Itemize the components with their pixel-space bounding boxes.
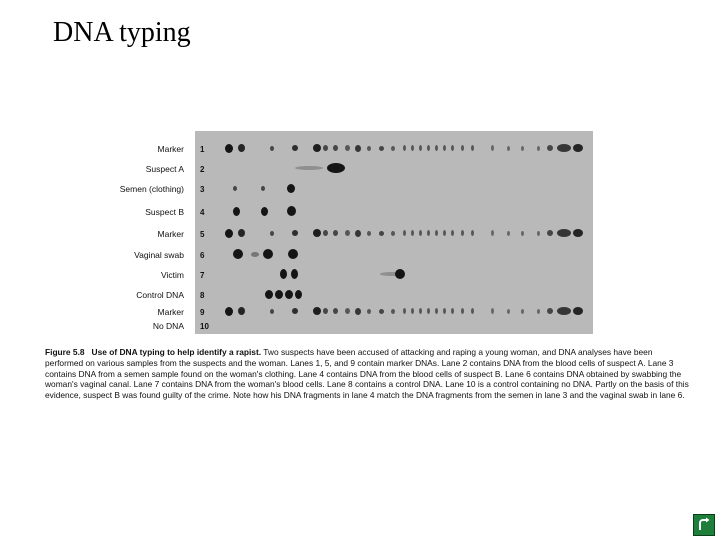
gel-band <box>238 307 245 315</box>
gel-band <box>355 230 361 237</box>
lane-label-1: Marker <box>157 144 184 154</box>
gel-band <box>391 309 395 314</box>
gel-band <box>261 186 265 191</box>
lane-number-8: 8 <box>200 291 205 300</box>
gel-band <box>507 309 510 314</box>
gel-band <box>391 146 395 151</box>
gel-band <box>471 145 474 151</box>
gel-band <box>367 146 371 151</box>
gel-band <box>451 145 454 151</box>
lane-number-6: 6 <box>200 251 205 260</box>
gel-band <box>557 144 571 152</box>
gel-band <box>391 231 395 236</box>
gel-band <box>411 230 414 236</box>
gel-band <box>411 308 414 314</box>
gel-band <box>491 230 494 236</box>
gel-band <box>471 230 474 236</box>
gel-band <box>379 146 384 151</box>
gel-band <box>507 231 510 236</box>
gel-band <box>491 145 494 151</box>
figure-title: Use of DNA typing to help identify a rapist. <box>91 347 262 357</box>
gel-band <box>537 231 540 236</box>
gel-band <box>521 146 524 151</box>
gel-band <box>521 309 524 314</box>
gel-band <box>507 146 510 151</box>
gel-band <box>379 309 384 314</box>
gel-band <box>323 230 328 236</box>
gel-band <box>355 308 361 315</box>
gel-band <box>233 186 237 191</box>
gel-band <box>547 308 553 314</box>
gel-band <box>275 290 283 299</box>
gel-band <box>427 145 430 151</box>
gel-band <box>288 249 298 259</box>
slide-title: DNA typing <box>53 17 191 48</box>
lane-label-10: No DNA <box>152 321 184 331</box>
gel-band <box>443 145 446 151</box>
gel-band <box>403 308 406 314</box>
gel-band <box>557 229 571 237</box>
gel-band <box>225 307 233 316</box>
gel-band <box>521 231 524 236</box>
gel-band <box>287 206 296 216</box>
gel-band <box>379 231 384 236</box>
lane-label-7: Victim <box>161 270 184 280</box>
lane-label-4: Suspect B <box>145 207 184 217</box>
gel-band <box>292 230 298 236</box>
gel-band <box>323 145 328 151</box>
lane-number-2: 2 <box>200 165 205 174</box>
gel-band <box>537 309 540 314</box>
gel-band <box>419 308 422 314</box>
gel-band <box>333 308 338 314</box>
gel-band <box>573 229 583 237</box>
gel-band <box>287 184 295 193</box>
gel-band <box>270 309 274 314</box>
lane-number-4: 4 <box>200 208 205 217</box>
gel-band <box>403 145 406 151</box>
gel-band <box>419 230 422 236</box>
gel-band <box>280 269 287 279</box>
gel-band <box>313 144 321 152</box>
gel-band <box>345 145 350 151</box>
gel-band <box>537 146 540 151</box>
gel-band <box>491 308 494 314</box>
figure-label: Figure 5.8 <box>45 347 85 357</box>
gel-band <box>251 252 259 257</box>
gel-band <box>233 249 243 259</box>
lane-number-9: 9 <box>200 308 205 317</box>
gel-band <box>367 309 371 314</box>
gel-band <box>367 231 371 236</box>
figure-caption <box>45 347 690 401</box>
return-arrow-icon <box>696 517 712 533</box>
gel-band <box>435 308 438 314</box>
gel-band <box>333 230 338 236</box>
lane-number-5: 5 <box>200 230 205 239</box>
gel-band <box>291 269 298 279</box>
gel-band <box>573 307 583 315</box>
gel-band <box>355 145 361 152</box>
gel-band <box>323 308 328 314</box>
gel-band <box>419 145 422 151</box>
gel-band <box>238 229 245 237</box>
gel-band <box>345 308 350 314</box>
lane-number-10: 10 <box>200 322 209 331</box>
gel-band <box>295 290 302 299</box>
gel-band <box>225 229 233 238</box>
gel-band <box>313 229 321 237</box>
gel-band <box>557 307 571 315</box>
gel-band <box>427 230 430 236</box>
lane-label-8: Control DNA <box>136 290 184 300</box>
lane-label-9: Marker <box>157 307 184 317</box>
gel-band <box>261 207 268 216</box>
gel-band <box>313 307 321 315</box>
gel-band <box>427 308 430 314</box>
gel-band <box>292 308 298 314</box>
figure-caption-text: Two suspects have been accused of attacking and raping a young woman, and DNA analyses have been performed on various samples from the suspects and the woman. Lanes 1, 5, and 9 contain marker DNAs. Lane 2 contains DNA from the blood cells of suspect A. Lane 3 contains DNA from a semen sample found on the woman's clothing. Lane 4 contains DNA from the blood cells of suspect B. Lane 6 contains DNA obtained by swabbing the woman's vaginal canal. Lane 7 contains DNA from the woman's blood cells. Lane 8 contains a control DNA. Lane 10 is a control containing no DNA. Partly on the basis of this evidence, suspect B was found guilty of the crime. Note how his DNA fragments in lane 4 match the DNA fragments from the semen in lane 3 and the vaginal swab in lane 6. <box>45 347 689 401</box>
lane-number-3: 3 <box>200 185 205 194</box>
gel-band <box>451 308 454 314</box>
gel-band <box>547 230 553 236</box>
gel-band <box>547 145 553 151</box>
lane-label-5: Marker <box>157 229 184 239</box>
gel-band <box>270 231 274 236</box>
gel-band <box>263 249 273 259</box>
lane-label-2: Suspect A <box>145 164 184 174</box>
gel-band <box>461 308 464 314</box>
gel-band <box>238 144 245 152</box>
gel-band <box>461 145 464 151</box>
gel-band <box>403 230 406 236</box>
gel-band <box>345 230 350 236</box>
gel-band <box>292 145 298 151</box>
gel-band <box>295 166 323 170</box>
gel-band <box>443 308 446 314</box>
lane-label-6: Vaginal swab <box>134 250 184 260</box>
gel-band <box>270 146 274 151</box>
lane-label-3: Semen (clothing) <box>119 184 184 194</box>
gel-band <box>395 269 405 279</box>
gel-band <box>327 163 345 173</box>
gel-band <box>573 144 583 152</box>
gel-band <box>461 230 464 236</box>
gel-band <box>233 207 240 216</box>
lane-number-1: 1 <box>200 145 205 154</box>
gel-band <box>411 145 414 151</box>
gel-band <box>451 230 454 236</box>
gel-band <box>265 290 273 299</box>
gel-band <box>471 308 474 314</box>
gel-image <box>195 131 593 334</box>
gel-band <box>443 230 446 236</box>
gel-band <box>333 145 338 151</box>
gel-band <box>285 290 293 299</box>
return-button[interactable] <box>693 514 715 536</box>
gel-band <box>435 145 438 151</box>
gel-band <box>435 230 438 236</box>
lane-number-7: 7 <box>200 271 205 280</box>
gel-band <box>225 144 233 153</box>
